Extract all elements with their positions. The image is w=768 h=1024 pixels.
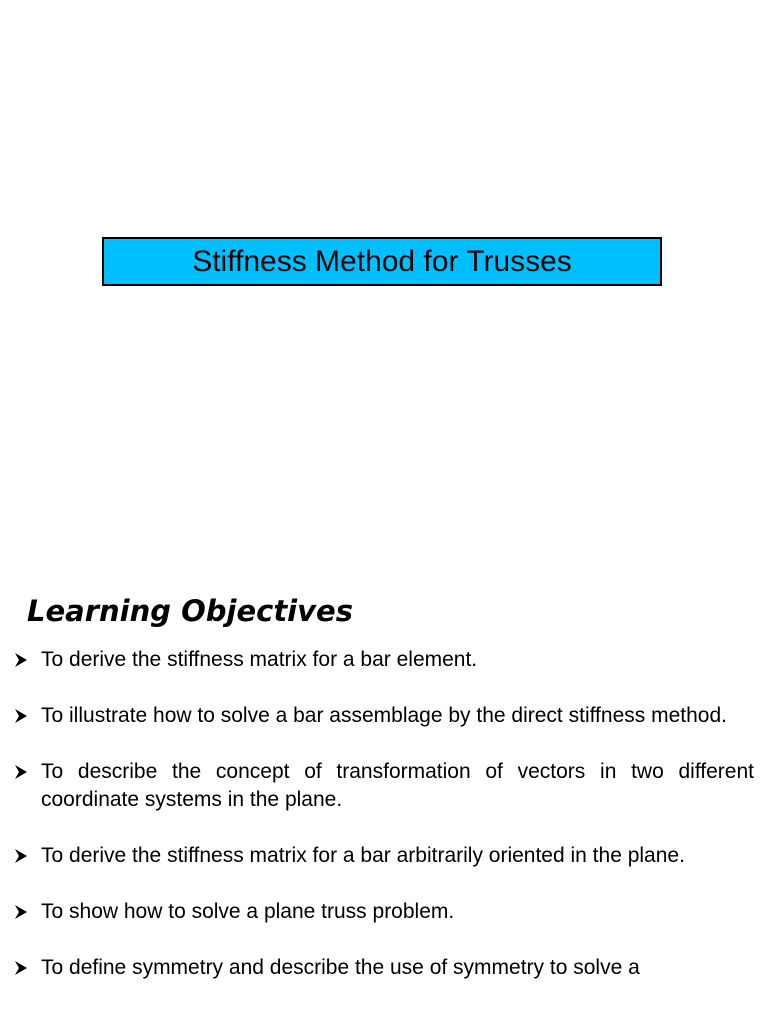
list-item bbox=[14, 702, 754, 730]
list-item bbox=[14, 758, 754, 814]
list-item bbox=[14, 842, 754, 870]
list-item bbox=[14, 954, 754, 982]
arrowhead-bullet-icon bbox=[14, 954, 30, 982]
list-item bbox=[14, 646, 754, 674]
list-item bbox=[14, 898, 754, 926]
list-item-text: To derive the stiffness matrix for a bar arbitrarily oriented in the plane. bbox=[41, 844, 685, 867]
section-heading: Learning Objectives bbox=[27, 594, 353, 628]
arrowhead-bullet-icon bbox=[14, 898, 30, 926]
arrowhead-bullet-icon bbox=[14, 842, 30, 870]
objectives-list bbox=[14, 646, 754, 1024]
list-item-text: To show how to solve a plane truss problem. bbox=[41, 900, 455, 923]
list-item-text: To derive the stiffness matrix for a bar element. bbox=[41, 648, 478, 671]
arrowhead-bullet-icon bbox=[14, 646, 30, 674]
arrowhead-bullet-icon bbox=[14, 702, 30, 730]
list-item-text: To define symmetry and describe the use of symmetry to solve a bbox=[41, 956, 640, 979]
list-item-text: To describe the concept of transformation of vectors in two different coordinate systems in the plane. bbox=[41, 760, 754, 811]
title-box bbox=[102, 237, 662, 286]
slide-title: Stiffness Method for Trusses bbox=[192, 244, 572, 278]
list-item-text: To illustrate how to solve a bar assemblage by the direct stiffness method. bbox=[41, 704, 727, 727]
arrowhead-bullet-icon bbox=[14, 758, 30, 786]
